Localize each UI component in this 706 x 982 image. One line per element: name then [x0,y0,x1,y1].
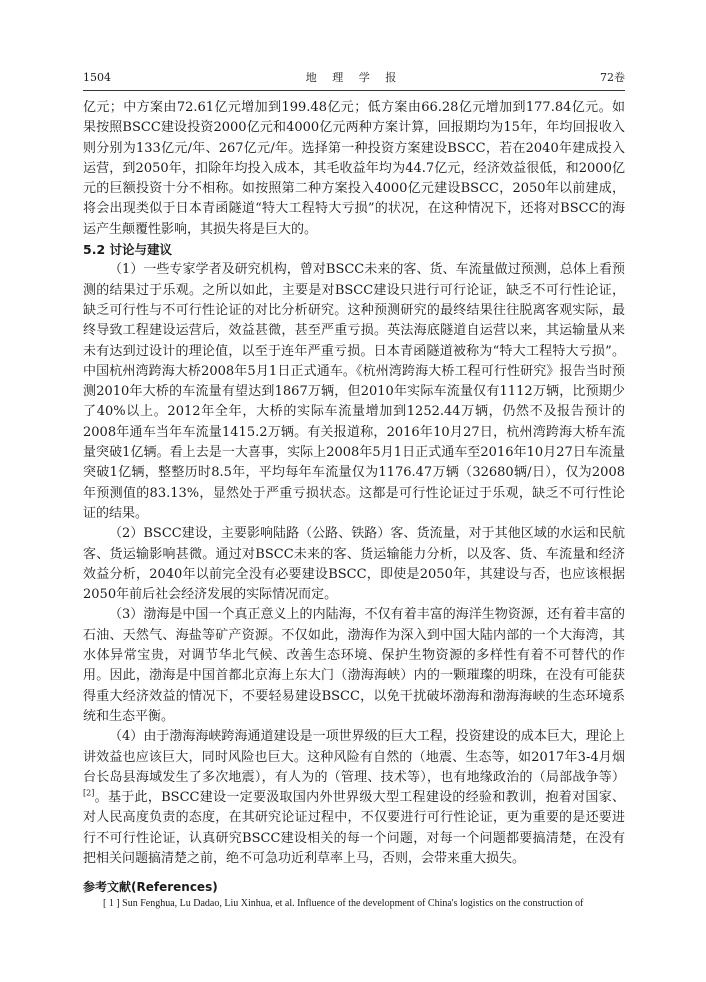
article-body [83,98,625,911]
page-number: 1504 [83,71,111,84]
header-rule [83,90,625,91]
section-number: 5.2 [83,242,106,258]
discussion-point-4 [83,727,625,869]
discussion-point-2: （2）BSCC建设，主要影响陆路（公路、铁路）客、货流量，对于其他区域的水运和民航客、货运输影响甚微。通过对BSCC未来的客、货运输能力分析，以及客、货、车流量和经济效益分析，2040年以前完全没有必要建设BSCC，即使是2050年，其建设与否，也应该根据2050年前后社会经济发展的实际情况而定。 [83,526,625,603]
continued-paragraph: 亿元；中方案由72.61亿元增加到199.48亿元；低方案由66.28亿元增加到177.84亿元。如果按照BSCC建设投资2000亿元和4000亿元两种方案计算，回报期均为15年，年均回报收入则分别为133亿元/年、267亿元/年。选择第一种投资方案建设BSCC，若在2040年建成投入运营，到2050年，扣除年均投入成本，其毛收益年均为44.7亿元，经济效益很低，和2000亿元的巨额投资十分不相称。如按照第二种方案投入4000亿元建设BSCC，2050年以前建成，将会出现类似于日本青函隧道“特大工程特大亏损”的状况，在这种情况下，还将对BSCC的海运产生颠覆性影响，其损失将是巨大的。 [83,100,625,237]
point-4-text-b: 。基于此，BSCC建设一定要汲取国内外世界级大型工程建设的经验和教训，抱着对国家、对人民高度负责的态度，在其研究论证过程中，不仅要进行可行性论证，更为重要的是还要进行不可行性论证，认真研究BSCC建设相关的每一个问题，对每一个问题都要搞清楚，在没有把相关问题搞清楚之前，绝不可急功近利草率上马，否则，会带来重大损失。 [83,790,625,866]
point-4-text-a: （4）由于渤海海峡跨海通道建设是一项世界级的巨大工程，投资建设的成本巨大，理论上讲效益也应该巨大，同时风险也巨大。这种风险有自然的（地震、生态等，如2017年3-4月烟台长岛县海域发生了多次地震），有人为的（管理、技术等），也有地缘政治的（局部战争等） [83,729,625,785]
section-heading [83,240,625,260]
volume-label: 72卷 [600,71,625,84]
references-heading: 参考文献(References) [83,880,218,895]
discussion-point-1: （1）一些专家学者及研究机构，曾对BSCC未来的客、货、车流量做过预测，总体上看预测的结果过于乐观。之所以如此，主要是对BSCC建设只进行可行论证，缺乏不可行性论证，缺乏可行性与不可行性论证的对比分析研究。这种预测研究的最终结果往往脱离客观实际，最终导致工程建设运营后，效益甚微，甚至严重亏损。英法海底隧道自运营以来，其运输量从来未有达到过设计的理论值，以至于连年严重亏损。日本青函隧道被称为“特大工程特大亏损”。中国杭州湾跨海大桥2008年5月1日正式通车。《杭州湾跨海大桥工程可行性研究》报告当时预测2010年大桥的车流量有望达到1867万辆，但2010年实际车流量仅有1112万辆，比预期少了40%以上。2012年全年，大桥的实际车流量增加到1252.44万辆，仍然不及报告预计的2008年通车当年车流量1415.2万辆。有关报道称，2016年10月27日，杭州湾跨海大桥车流量突破1亿辆。看上去是一大喜事，实际上2008年5月1日正式通车至2016年10月27日车流量突破1亿辆，整整历时8.5年，平均每年车流量仅为1176.47万辆（32680辆/日），仅为2008年预测值的83.13%，显然处于严重亏损状态。这都是可行性论证过于乐观，缺乏不可行性论证的结果。 [83,262,625,521]
discussion-point-3: （3）渤海是中国一个真正意义上的内陆海，不仅有着丰富的海洋生物资源，还有着丰富的石油、天然气、海盐等矿产资源。不仅如此，渤海作为深入到中国大陆内部的一个大海湾，其水体异常宝贵，对调节华北气候、改善生态环境、保护生物资源的多样性有着不可替代的作用。因此，渤海是中国首都北京海上东大门（渤海海峡）内的一颗璀璨的明珠，在没有可能获得重大经济效益的情况下，不要轻易建设BSCC，以免干扰破坏渤海和渤海海峡的生态环境系统和生态平衡。 [83,607,625,724]
section-title: 讨论与建议 [109,242,173,258]
paper-page [83,68,625,910]
journal-title: 地 理 学 报 [305,71,403,84]
citation-marker[interactable]: [2] [83,788,95,798]
running-header [83,68,625,88]
reference-item: [ 1 ] Sun Fenghua, Lu Dadao, Liu Xinhua, et al. Influence of the development of China's logistics on the construction of [103,898,584,910]
